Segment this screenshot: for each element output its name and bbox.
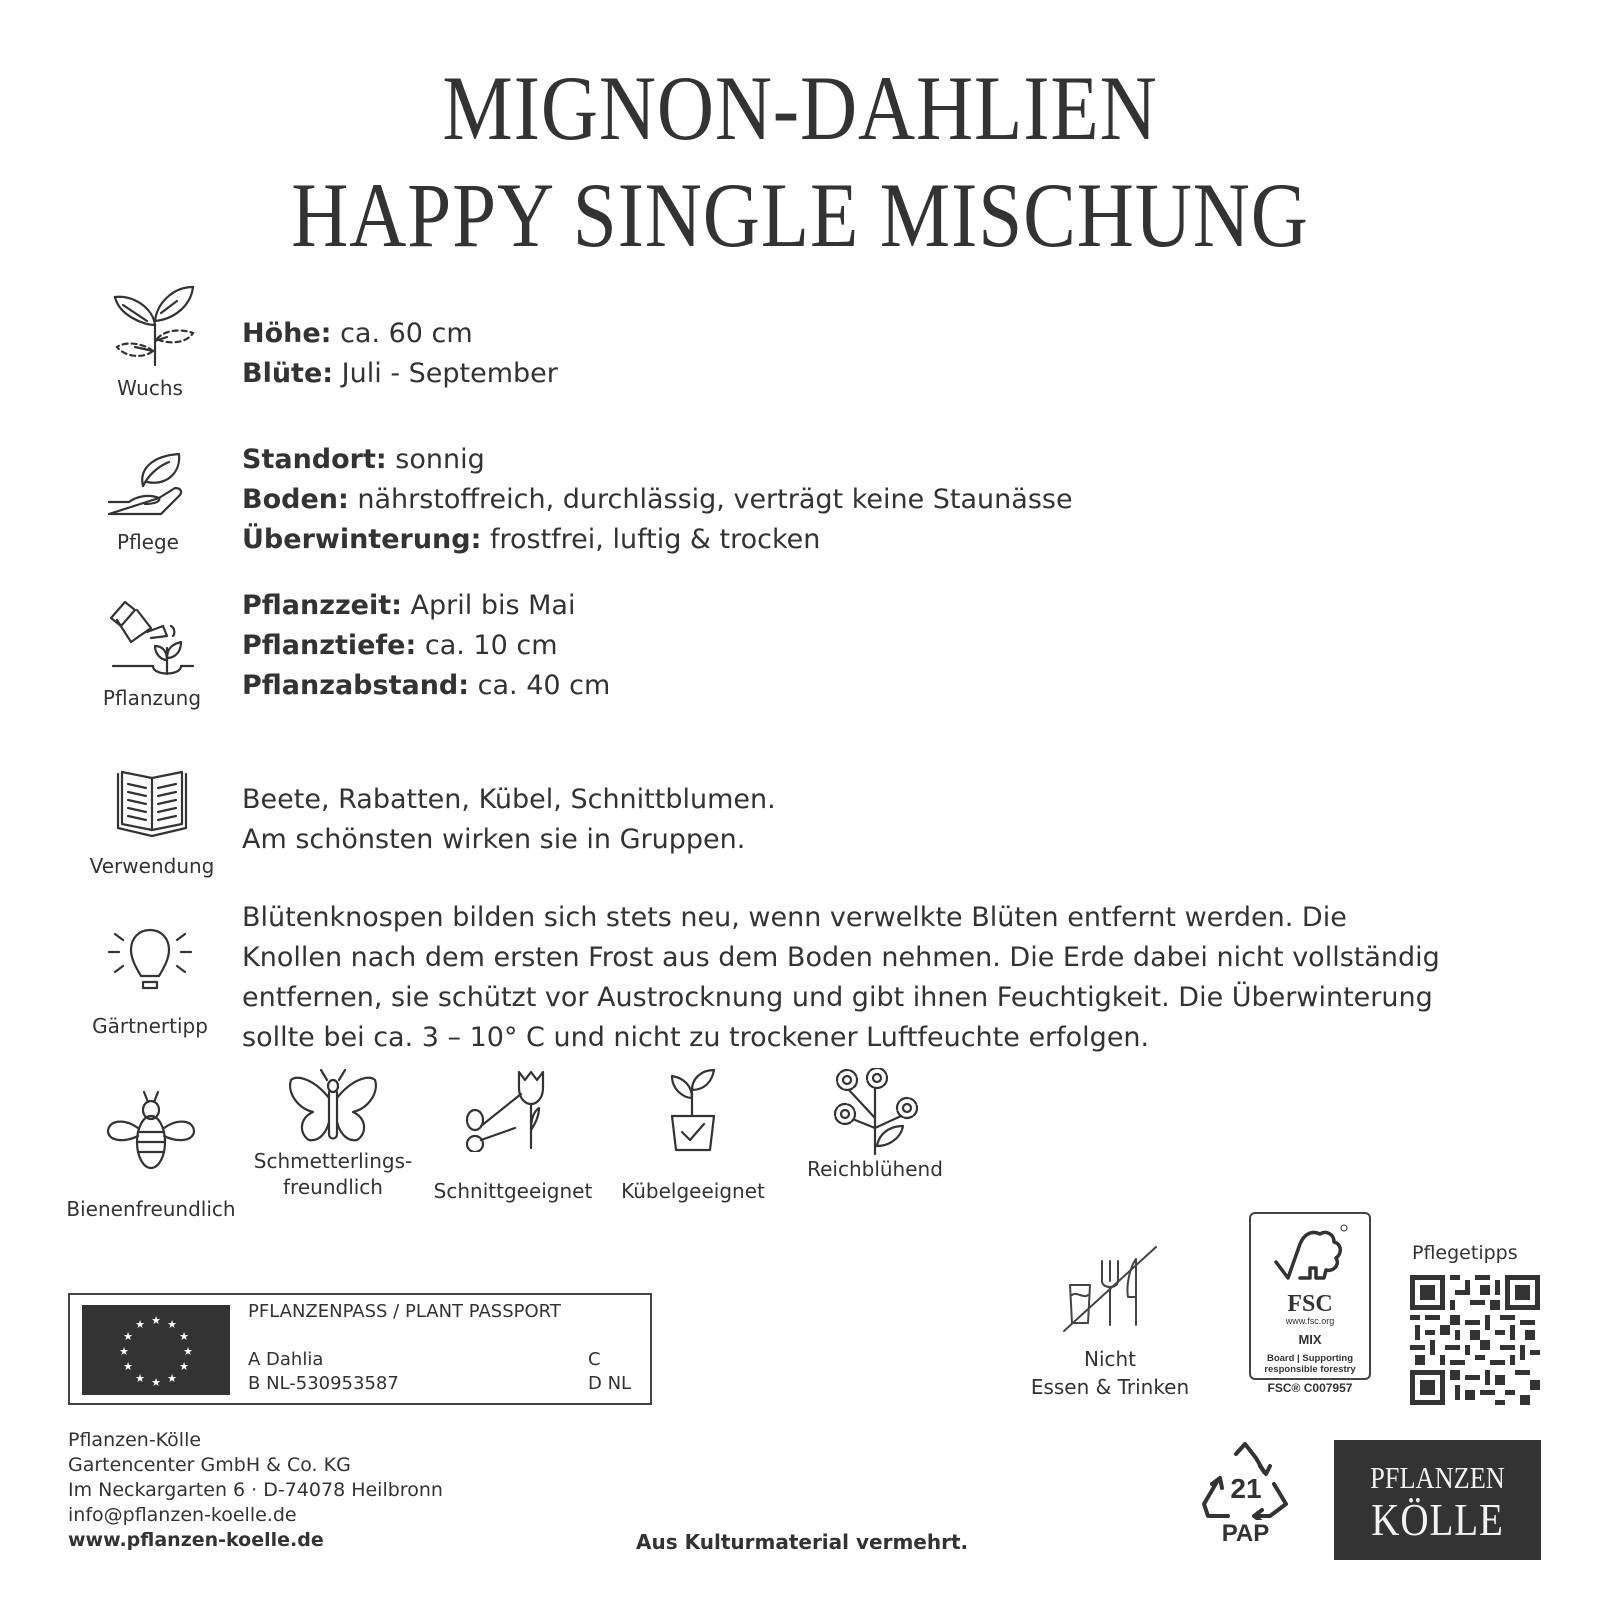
address-website[interactable]: www.pflanzen-koelle.de	[68, 1529, 324, 1551]
info-line-tipp-4: sollte bei ca. 3 – 10° C und nicht zu trockener Luftfeuchte erfolgen.	[242, 1022, 1150, 1053]
butterfly-icon	[285, 1068, 381, 1148]
flowers-icon	[827, 1068, 923, 1156]
info-line-pflanztiefe: Pflanztiefe: ca. 10 cm	[242, 630, 558, 661]
plant-growth-icon	[105, 285, 195, 370]
brand-line1: PFLANZEN	[1370, 1460, 1505, 1495]
section-label: Wuchs	[117, 376, 183, 400]
plant-passport	[68, 1293, 652, 1405]
plant-passport-b: B NL-530953587	[248, 1373, 399, 1394]
section-gaertnertipp-info	[242, 898, 1440, 1058]
fsc-mix: MIX	[1298, 1332, 1322, 1347]
info-line-tipp-1: Blütenknospen bilden sich stets neu, wenn verwelkte Blüten entfernt werden. Die	[242, 902, 1347, 933]
fsc-code: FSC® C007957	[1267, 1381, 1353, 1395]
recycle-triangle-icon	[1198, 1440, 1293, 1520]
fsc-desc1: Board | Supporting	[1266, 1353, 1354, 1364]
feature-kuebelgeeignet: Kübelgeeignet	[608, 1068, 778, 1204]
warning-line1: Nicht	[1083, 1347, 1137, 1371]
section-label: Pflege	[117, 530, 179, 554]
feature-bienenfreundlich: Bienenfreundlich	[62, 1068, 240, 1222]
company-address	[68, 1428, 443, 1553]
section-label: Pflanzung	[102, 686, 202, 710]
plant-passport-a: A Dahlia	[248, 1349, 324, 1370]
address-line1: Pflanzen-Kölle	[68, 1429, 202, 1451]
info-line-standort: Standort: sonnig	[242, 444, 485, 475]
hand-leaf-icon	[103, 452, 193, 524]
svg-text:★: ★	[183, 1345, 193, 1358]
info-line-pflanzabstand: Pflanzabstand: ca. 40 cm	[242, 670, 611, 701]
section-pflege-icon-col	[78, 452, 218, 554]
info-line-verwendung-2: Am schönsten wirken sie in Gruppen.	[242, 824, 746, 855]
fsc-url: www.fsc.org	[1285, 1316, 1335, 1326]
svg-text:21: 21	[1230, 1473, 1262, 1504]
feature-reichbluehend: Reichblühend	[790, 1068, 960, 1182]
recycling-symbol	[1198, 1440, 1293, 1548]
eu-flag-icon	[82, 1305, 230, 1395]
svg-text:★: ★	[167, 1372, 177, 1385]
feature-schmetterlingsfreundlich: Schmetterlings- freundlich	[248, 1068, 418, 1200]
product-title-line2: HAPPY SINGLE MISCHUNG	[291, 164, 1309, 266]
bee-icon	[106, 1090, 196, 1170]
section-verwendung-info	[242, 780, 776, 860]
info-line-pflanzzeit: Pflanzzeit: April bis Mai	[242, 590, 576, 621]
fsc-word: FSC	[1287, 1291, 1333, 1317]
info-line-bluete: Blüte: Juli - September	[242, 358, 558, 389]
svg-text:★: ★	[151, 1314, 161, 1327]
info-line-verwendung-1: Beete, Rabatten, Kübel, Schnittblumen.	[242, 784, 776, 815]
fsc-label	[1249, 1212, 1371, 1395]
info-line-boden: Boden: nährstoffreich, durchlässig, verträgt keine Staunässe	[242, 484, 1073, 515]
warning-not-edible	[1020, 1245, 1200, 1401]
open-book-icon	[112, 770, 192, 842]
address-email[interactable]: info@pflanzen-koelle.de	[68, 1504, 297, 1526]
recycle-code: PAP	[1221, 1520, 1270, 1547]
info-line-ueberwinterung: Überwinterung: frostfrei, luftig & trocken	[242, 524, 821, 555]
svg-text:★: ★	[123, 1360, 133, 1373]
brand-logo	[1334, 1440, 1541, 1560]
propagation-note: Aus Kulturmaterial vermehrt.	[636, 1530, 969, 1554]
product-title-line1: MIGNON-DAHLIEN	[442, 57, 1158, 159]
plant-passport-d: D NL	[588, 1373, 632, 1394]
section-wuchs-info	[242, 314, 558, 394]
svg-text:★: ★	[179, 1360, 189, 1373]
section-verwendung-icon-col	[82, 770, 222, 878]
watering-can-icon	[107, 598, 197, 680]
scissors-tulip-icon	[463, 1068, 563, 1152]
qr-label: Pflegetipps	[1412, 1242, 1518, 1264]
section-gaertnertipp-icon-col	[80, 928, 220, 1038]
no-eating-drinking-icon	[1060, 1245, 1160, 1345]
plant-passport-title: PFLANZENPASS / PLANT PASSPORT	[248, 1301, 561, 1322]
svg-text:★: ★	[119, 1345, 129, 1358]
fsc-tree-check-icon	[1270, 1222, 1350, 1290]
section-pflanzung-icon-col	[82, 598, 222, 710]
section-label: Verwendung	[89, 854, 215, 878]
svg-text:★: ★	[179, 1330, 189, 1343]
section-pflege-info	[242, 440, 1073, 560]
qr-code[interactable]	[1410, 1275, 1540, 1405]
plant-passport-c: C	[588, 1349, 601, 1370]
svg-text:★: ★	[135, 1372, 145, 1385]
info-line-hoehe: Höhe: ca. 60 cm	[242, 318, 473, 349]
potted-plant-icon	[658, 1068, 728, 1152]
svg-text:★: ★	[135, 1318, 145, 1331]
section-pflanzung-info	[242, 586, 610, 706]
feature-schnittgeeignet: Schnittgeeignet	[428, 1068, 598, 1204]
svg-text:★: ★	[167, 1318, 177, 1331]
svg-text:★: ★	[123, 1330, 133, 1343]
fsc-desc2: responsible forestry	[1264, 1364, 1356, 1375]
section-label: Gärtnertipp	[92, 1014, 208, 1038]
brand-line2: KÖLLE	[1371, 1494, 1504, 1545]
warning-line2: Essen & Trinken	[1030, 1375, 1190, 1399]
svg-text:★: ★	[151, 1376, 161, 1389]
address-line3: Im Neckargarten 6 · D-74078 Heilbronn	[68, 1479, 443, 1501]
section-wuchs-icon-col	[80, 285, 220, 400]
info-line-tipp-3: entfernen, sie schützt vor Austrocknung und gibt ihnen Feuchtigkeit. Die Überwinterung	[242, 982, 1433, 1013]
lightbulb-icon	[105, 928, 195, 1000]
address-line2: Gartencenter GmbH & Co. KG	[68, 1454, 351, 1476]
info-line-tipp-2: Knollen nach dem ersten Frost aus dem Boden nehmen. Die Erde dabei nicht vollständig	[242, 942, 1440, 973]
